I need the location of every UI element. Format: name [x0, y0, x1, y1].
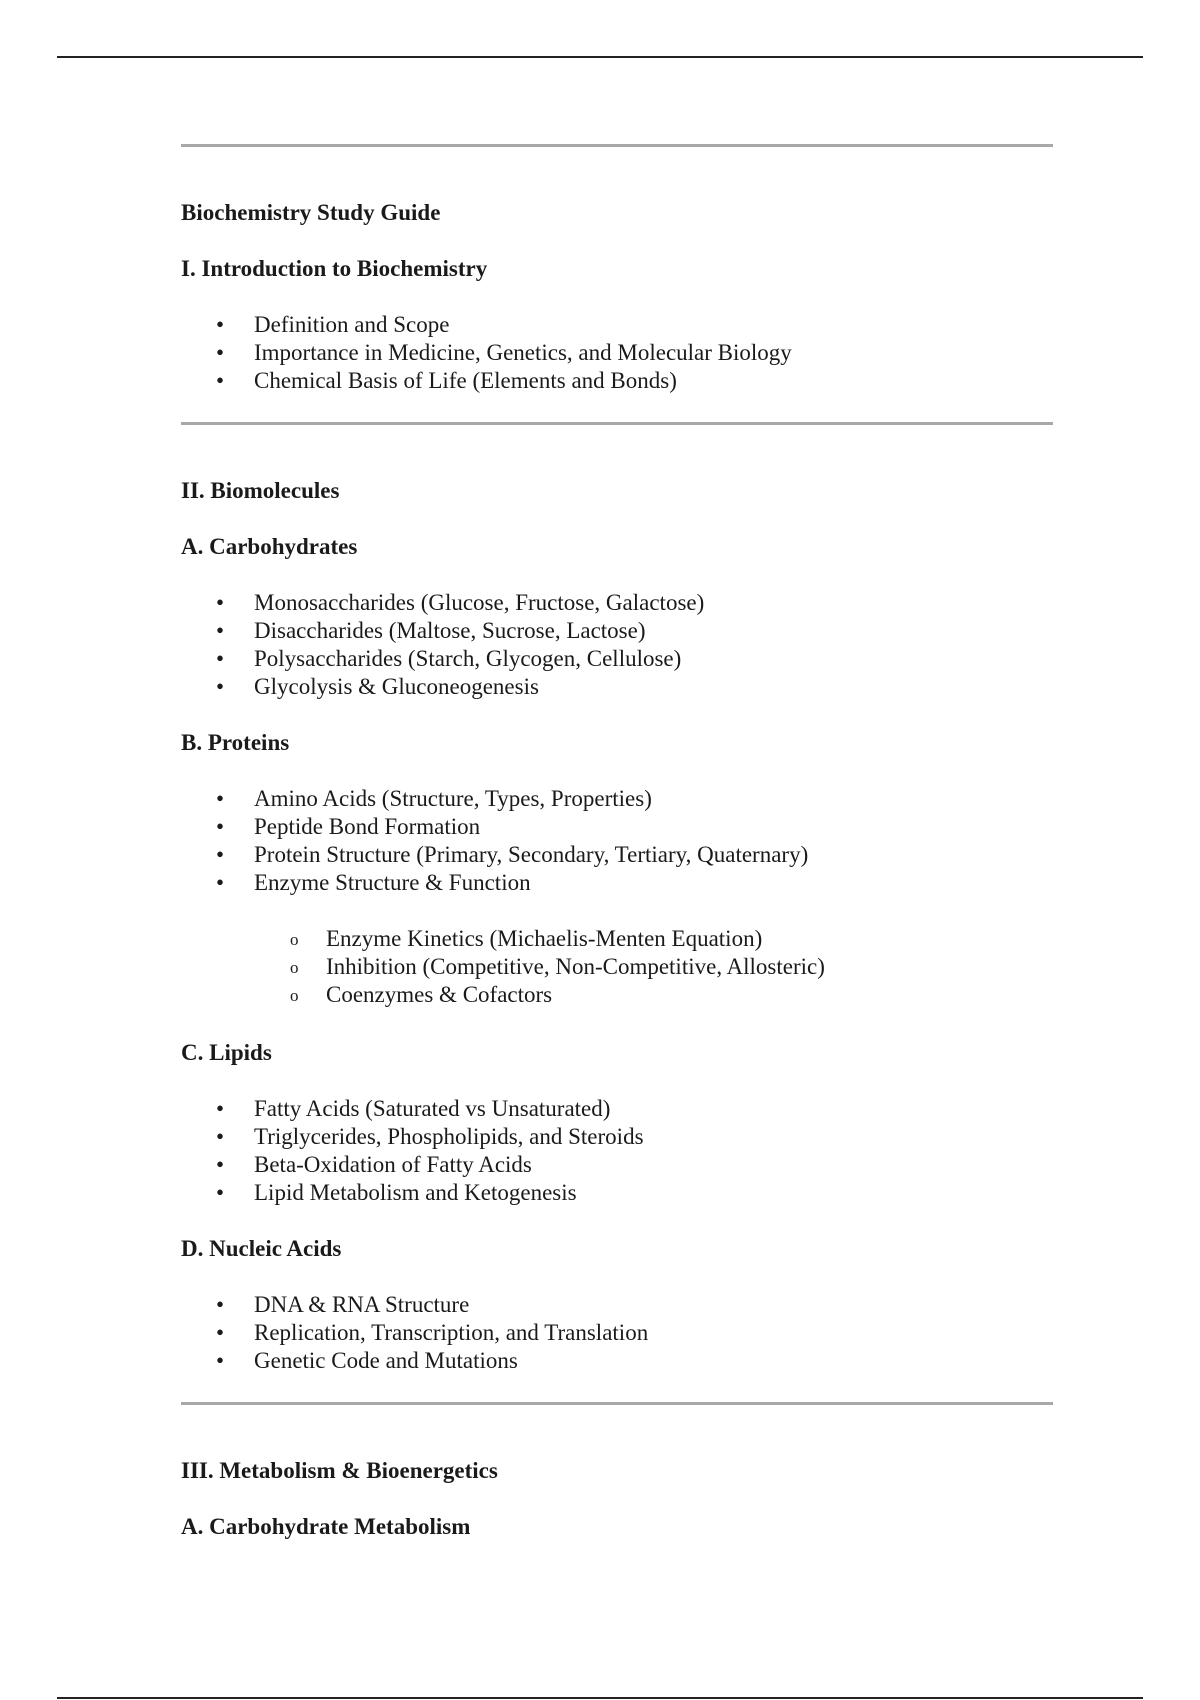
list-item: • Protein Structure (Primary, Secondary, Tertiary, Quaternary) [181, 841, 1053, 869]
sub-list-item: o Inhibition (Competitive, Non-Competitive, Allosteric) [181, 953, 1053, 981]
sub-list-item: o Enzyme Kinetics (Michaelis-Menten Equation) [181, 925, 1053, 953]
list-item: • Importance in Medicine, Genetics, and Molecular Biology [181, 339, 1053, 367]
list-item: • Chemical Basis of Life (Elements and Bonds) [181, 367, 1053, 395]
section-heading-intro: I. Introduction to Biochemistry [181, 256, 488, 281]
list-item: • DNA & RNA Structure [181, 1291, 1053, 1319]
intro-list [181, 311, 1053, 395]
list-item: • Genetic Code and Mutations [181, 1347, 1053, 1375]
list-item: • Peptide Bond Formation [181, 813, 1053, 841]
section-divider [181, 144, 1053, 147]
enzyme-sublist [181, 925, 1053, 1009]
page-bottom-rule [57, 1697, 1143, 1699]
list-item: • Monosaccharides (Glucose, Fructose, Galactose) [181, 589, 1053, 617]
list-item: • Polysaccharides (Starch, Glycogen, Cellulose) [181, 645, 1053, 673]
list-item: • Replication, Transcription, and Translation [181, 1319, 1053, 1347]
document-body [181, 144, 1053, 1541]
lipids-list [181, 1095, 1053, 1207]
proteins-list [181, 785, 1053, 897]
subsection-heading-proteins: B. Proteins [181, 730, 290, 755]
list-item: • Definition and Scope [181, 311, 1053, 339]
page-top-rule [57, 56, 1143, 58]
section-divider [181, 422, 1053, 425]
list-item: • Amino Acids (Structure, Types, Properties) [181, 785, 1053, 813]
carbohydrates-list [181, 589, 1053, 701]
subsection-heading-nucleic-acids: D. Nucleic Acids [181, 1236, 342, 1261]
list-item: • Lipid Metabolism and Ketogenesis [181, 1179, 1053, 1207]
sub-list-item: o Coenzymes & Cofactors [181, 981, 1053, 1009]
subsection-heading-carbohydrates: A. Carbohydrates [181, 534, 358, 559]
list-item: • Beta-Oxidation of Fatty Acids [181, 1151, 1053, 1179]
list-item: • Fatty Acids (Saturated vs Unsaturated) [181, 1095, 1053, 1123]
section-divider [181, 1402, 1053, 1405]
nucleic-acids-list [181, 1291, 1053, 1375]
section-heading-metabolism: III. Metabolism & Bioenergetics [181, 1458, 498, 1483]
list-item: • Enzyme Structure & Function [181, 869, 1053, 897]
list-item: • Glycolysis & Gluconeogenesis [181, 673, 1053, 701]
list-item: • Disaccharides (Maltose, Sucrose, Lactose) [181, 617, 1053, 645]
list-item: • Triglycerides, Phospholipids, and Steroids [181, 1123, 1053, 1151]
subsection-heading-lipids: C. Lipids [181, 1040, 272, 1065]
subsection-heading-carbohydrate-metabolism: A. Carbohydrate Metabolism [181, 1514, 471, 1539]
document-title: Biochemistry Study Guide [181, 200, 441, 225]
section-heading-biomolecules: II. Biomolecules [181, 478, 340, 503]
